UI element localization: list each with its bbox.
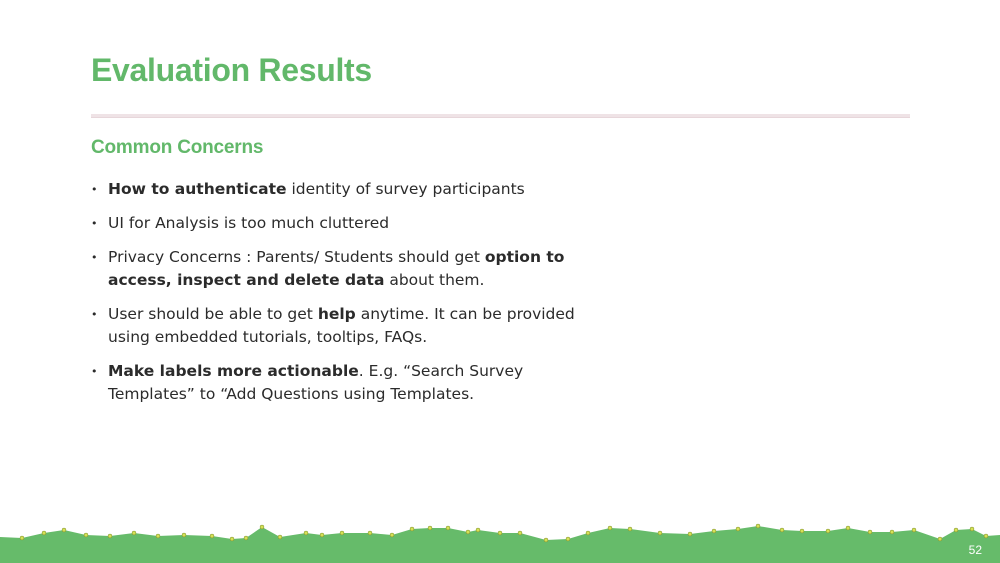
footer-wave-node xyxy=(756,524,760,528)
bullet-text: . E.g. “Search Survey Templates” to “Add Questions using Templates. xyxy=(108,362,524,403)
bullet-text: about them. xyxy=(384,271,485,289)
bullet-text: identity of survey participants xyxy=(286,180,525,198)
footer-wave-node xyxy=(20,536,24,540)
bullet-item xyxy=(91,178,611,201)
bullet-bold-text: help xyxy=(317,305,356,323)
footer-wave-node xyxy=(320,533,324,537)
bullet-bold-text: option to access, inspect and delete data xyxy=(108,248,565,289)
bullet-list xyxy=(91,178,611,417)
footer-wave-node xyxy=(658,531,662,535)
footer-wave-node xyxy=(846,526,850,530)
footer-wave-node xyxy=(912,528,916,532)
footer-wave-node xyxy=(890,530,894,534)
footer-wave-node xyxy=(586,531,590,535)
bullet-item xyxy=(91,212,611,235)
bullet-item xyxy=(91,360,611,406)
footer-wave-node xyxy=(780,528,784,532)
footer-wave-node xyxy=(544,538,548,542)
footer-wave-node xyxy=(446,526,450,530)
footer-wave-node xyxy=(304,531,308,535)
footer-wave-node xyxy=(62,528,66,532)
footer-wave-node xyxy=(210,534,214,538)
footer-wave-node xyxy=(466,530,470,534)
bullet-dot: • xyxy=(91,251,98,264)
bullet-text: anytime. It can be provided using embedded tutorials, tooltips, FAQs. xyxy=(108,305,575,346)
footer-grass-decoration xyxy=(0,518,1000,563)
footer-wave-node xyxy=(984,534,988,538)
bullet-text: Privacy Concerns : Parents/ Students should get xyxy=(108,248,485,266)
footer-wave-node xyxy=(712,529,716,533)
footer-wave-node xyxy=(498,531,502,535)
footer-wave-node xyxy=(868,530,872,534)
footer-wave-node xyxy=(42,531,46,535)
footer-wave-node xyxy=(182,533,186,537)
footer-wave-node xyxy=(84,533,88,537)
bullet-text: UI for Analysis is too much cluttered xyxy=(108,214,390,232)
footer-wave-node xyxy=(566,537,570,541)
bullet-bold-text: How to authenticate xyxy=(108,180,287,198)
slide-title: Evaluation Results xyxy=(91,52,372,88)
footer-wave-node xyxy=(260,525,264,529)
footer-wave-node xyxy=(800,529,804,533)
footer-wave-node xyxy=(230,537,234,541)
footer-wave-node xyxy=(476,528,480,532)
footer-wave-node xyxy=(278,535,282,539)
footer-wave-node xyxy=(390,533,394,537)
footer-wave-node xyxy=(970,527,974,531)
bullet-dot: • xyxy=(91,308,98,321)
bullet-dot: • xyxy=(91,183,98,196)
footer-wave-node xyxy=(410,527,414,531)
page-number: 52 xyxy=(968,543,982,557)
footer-wave-node xyxy=(340,531,344,535)
footer-wave-node xyxy=(608,526,612,530)
bullet-text: User should be able to get xyxy=(108,305,318,323)
footer-wave-node xyxy=(954,528,958,532)
title-divider xyxy=(91,114,910,118)
footer-wave-node xyxy=(244,536,248,540)
bullet-item xyxy=(91,246,611,292)
footer-wave-node xyxy=(826,529,830,533)
footer-wave-node xyxy=(132,531,136,535)
footer-wave-node xyxy=(628,527,632,531)
footer-wave-node xyxy=(108,534,112,538)
section-subtitle: Common Concerns xyxy=(91,137,264,158)
bullet-dot: • xyxy=(91,217,98,230)
footer-wave-node xyxy=(368,531,372,535)
bullet-item xyxy=(91,303,611,349)
footer-wave-node xyxy=(938,537,942,541)
footer-wave-node xyxy=(688,532,692,536)
bullet-bold-text: Make labels more actionable xyxy=(108,362,359,380)
footer-wave-node xyxy=(518,531,522,535)
footer-wave-node xyxy=(428,526,432,530)
footer-wave-node xyxy=(156,534,160,538)
footer-wave-node xyxy=(736,527,740,531)
bullet-dot: • xyxy=(91,365,98,378)
